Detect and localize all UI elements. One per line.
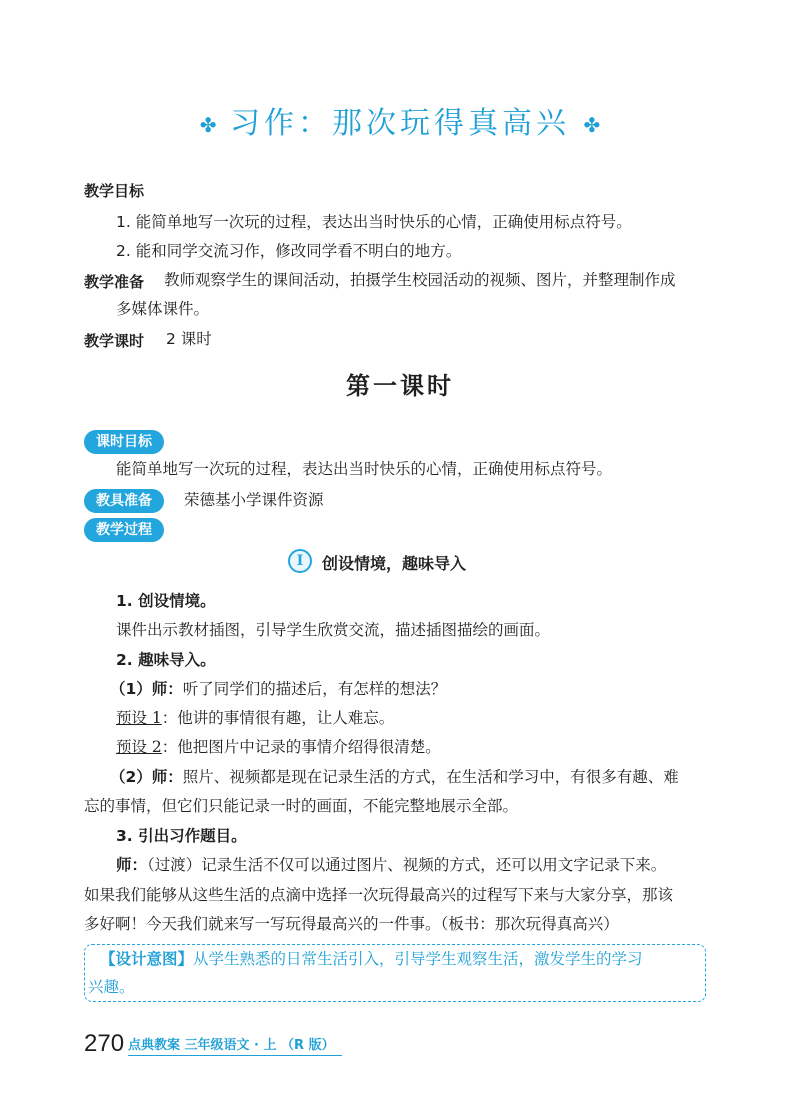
question-2-line-1 <box>110 766 679 788</box>
step-3-line-1 <box>116 854 666 876</box>
preset-1-text: ：他讲的事情很有趣，让人难忘。 <box>161 709 395 727</box>
question-1 <box>110 678 446 700</box>
page-number: 270 <box>84 1030 125 1057</box>
question-1-prefix: （1）师： <box>110 680 183 698</box>
footer-book-title: 点典教案 三年级语文 · 上 （R 版） <box>128 1038 335 1053</box>
step-3-title: 3. 引出习作题目。 <box>116 827 247 845</box>
question-2-text: 照片、视频都是现在记录生活的方式，在生活和学习中，有很多有趣、难 <box>182 768 679 786</box>
section-number-icon: I <box>288 549 312 573</box>
preset-2-label: 预设 2 <box>116 738 162 756</box>
tools-badge: 教具准备 <box>84 489 164 513</box>
flower-icon-left: ✤ <box>199 113 217 137</box>
preset-1 <box>116 707 394 729</box>
objective-item-2: 2. 能和同学交流习作，修改同学看不明白的地方。 <box>116 242 462 260</box>
page-title-text: 习作：那次玩得真高兴 <box>230 106 570 141</box>
preparation-line-2: 多媒体课件。 <box>116 300 210 318</box>
section-title: 创设情境，趣味导入 <box>322 554 467 573</box>
page-title <box>0 98 800 142</box>
step-3-prefix: 师： <box>116 856 148 874</box>
question-1-text: 听了同学们的描述后，有怎样的想法？ <box>182 680 447 698</box>
preset-2 <box>116 736 441 758</box>
objectives-label: 教学目标 <box>84 182 145 200</box>
step-3-line-3: 多好啊！今天我们就来写一写玩得最高兴的一件事。（板书：那次玩得真高兴） <box>84 915 619 933</box>
flower-icon-right: ✤ <box>583 113 601 137</box>
question-2-prefix: （2）师： <box>110 768 183 786</box>
preparation-label: 教学准备 <box>84 273 145 291</box>
process-badge: 教学过程 <box>84 518 164 542</box>
step-1-text: 课件出示教材插图，引导学生欣赏交流，描述插图描绘的画面。 <box>116 621 551 639</box>
objective-item-1: 1. 能简单地写一次玩的过程，表达出当时快乐的心情，正确使用标点符号。 <box>116 213 632 231</box>
lesson-heading: 第一课时 <box>346 372 454 400</box>
design-intent-label: 【设计意图】 <box>100 949 194 968</box>
step-1-title: 1. 创设情境。 <box>116 592 216 610</box>
tools-text: 荣德基小学课件资源 <box>184 491 324 509</box>
preparation-line-1: 教师观察学生的课间活动，拍摄学生校园活动的视频、图片，并整理制作成 <box>164 271 676 289</box>
design-intent-line-2: 兴趣。 <box>88 978 135 996</box>
periods-label: 教学课时 <box>84 332 145 350</box>
lesson-goal-badge: 课时目标 <box>84 430 164 454</box>
design-intent-line-1 <box>100 944 643 974</box>
step-3-line-2: 如果我们能够从这些生活的点滴中选择一次玩得最高兴的过程写下来与大家分享，那该 <box>84 886 674 904</box>
footer-rule <box>128 1055 342 1056</box>
question-2-line-2: 忘的事情，但它们只能记录一时的画面，不能完整地展示全部。 <box>84 797 519 815</box>
lesson-goal-text: 能简单地写一次玩的过程，表达出当时快乐的心情，正确使用标点符号。 <box>116 460 613 478</box>
design-intent-text: 从学生熟悉的日常生活引入，引导学生观察生活，激发学生的学习 <box>193 950 643 968</box>
preset-1-label: 预设 1 <box>116 709 162 727</box>
step-3-text: （过渡）记录生活不仅可以通过图片、视频的方式，还可以用文字记录下来。 <box>147 856 667 874</box>
periods-value: 2 课时 <box>166 330 212 348</box>
step-2-title: 2. 趣味导入。 <box>116 651 216 669</box>
preset-2-text: ：他把图片中记录的事情介绍得很清楚。 <box>161 738 441 756</box>
